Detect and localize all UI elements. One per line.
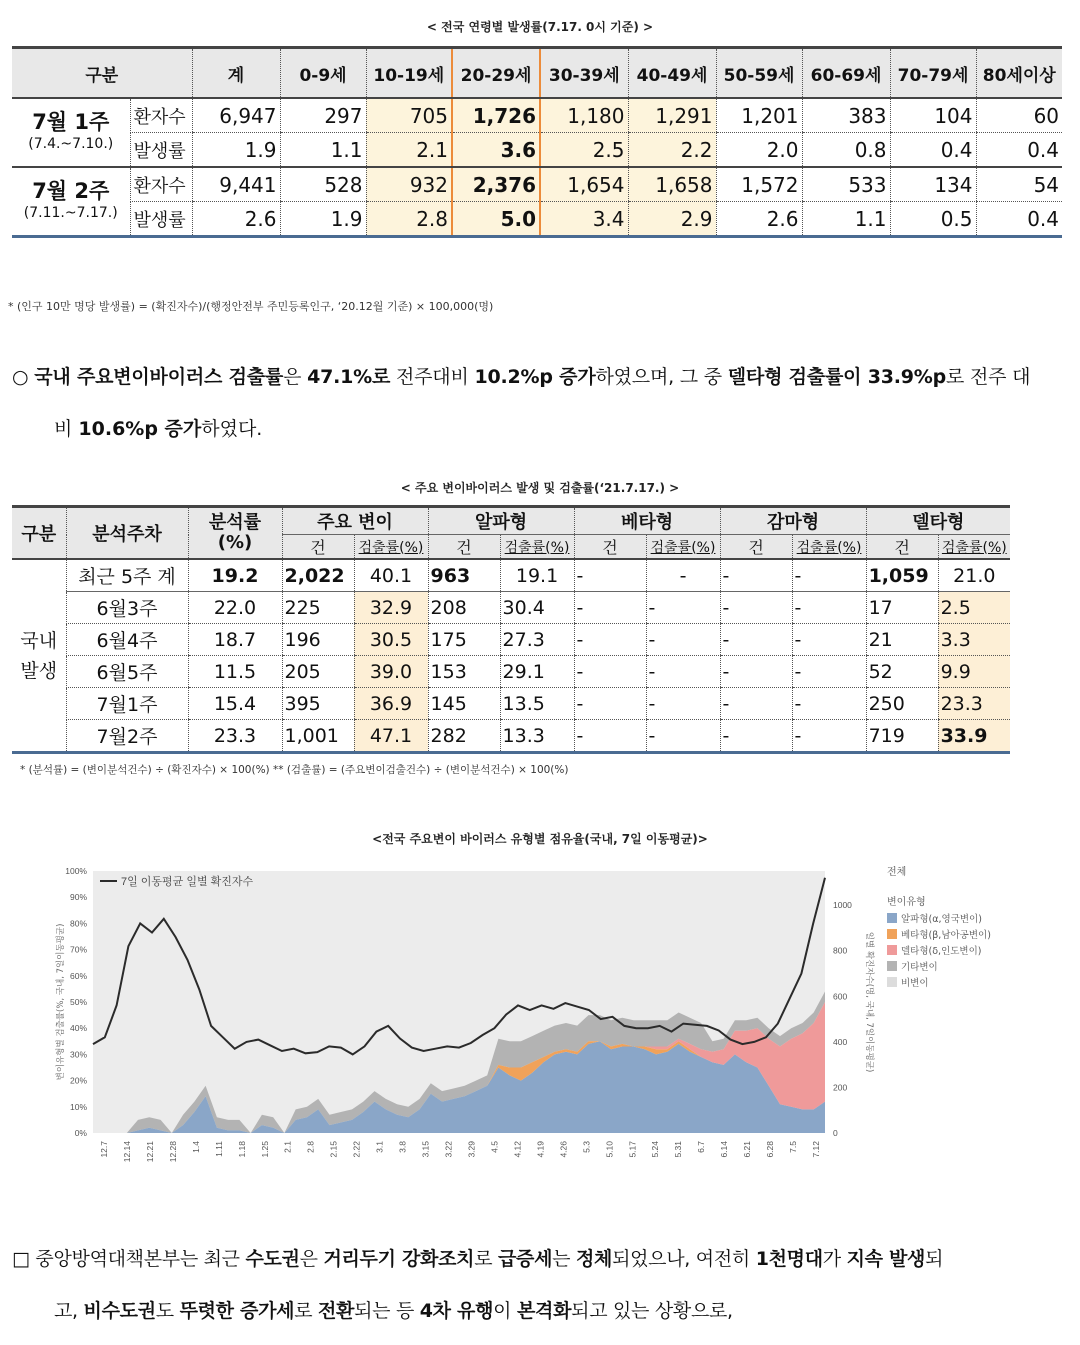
cell: 208 <box>428 592 500 624</box>
cell: 19.1 <box>500 559 574 592</box>
para-text: 47.1%로 <box>307 366 391 388</box>
cell: 2.5 <box>540 133 628 168</box>
y-left-tick: 80% <box>69 918 87 929</box>
cell: 2.9 <box>628 202 716 237</box>
cell: - <box>792 624 866 656</box>
cell: 36.9 <box>354 688 428 720</box>
legend-label: 델타형(δ,인도변이) <box>901 946 982 957</box>
x-tick: 1.4 <box>190 1141 201 1153</box>
variant-share-chart <box>55 855 1035 1175</box>
cell: 30.5 <box>354 624 428 656</box>
y-right-tick: 400 <box>833 1036 848 1047</box>
cell: 17 <box>866 592 938 624</box>
legend-label: 알파형(α,영국변이) <box>901 914 982 925</box>
cell: 40.1 <box>354 559 428 592</box>
week-cell: 6월3주 <box>66 592 188 624</box>
x-tick: 3.15 <box>420 1141 431 1158</box>
cell: 104 <box>890 98 976 133</box>
cell: 1,572 <box>716 167 802 202</box>
table-row <box>12 656 1010 688</box>
y-right-tick: 600 <box>833 991 848 1002</box>
cell: 33.9 <box>938 720 1010 753</box>
analysis-rate-cell: 15.4 <box>188 688 282 720</box>
cell-highlight: 5.0 <box>452 202 540 237</box>
x-tick: 12.14 <box>121 1141 132 1163</box>
y-left-tick: 90% <box>69 892 87 903</box>
cell: 2.5 <box>938 592 1010 624</box>
week-cell: 6월4주 <box>66 624 188 656</box>
header-group-beta: 베타형 <box>574 507 720 535</box>
header-detect-rate: 검출률(%) <box>646 535 720 560</box>
cell: 2.8 <box>366 202 452 237</box>
para-text: 도 <box>155 1300 180 1322</box>
cell: 528 <box>280 167 366 202</box>
cell: 3.4 <box>540 202 628 237</box>
para-text: 은 <box>283 366 308 388</box>
row-label: 발생률 <box>130 202 192 237</box>
cell: 52 <box>866 656 938 688</box>
table2-caption: < 주요 변이바이러스 발생 및 검출률(‘21.7.17.) > <box>400 481 680 495</box>
cell: 0.4 <box>890 133 976 168</box>
cell: - <box>720 688 792 720</box>
header-group-alpha: 알파형 <box>428 507 574 535</box>
cell: 2.6 <box>716 202 802 237</box>
cell: 395 <box>282 688 354 720</box>
x-tick: 6.7 <box>696 1141 707 1153</box>
header-count: 건 <box>428 535 500 560</box>
cell: 13.3 <box>500 720 574 753</box>
x-tick: 3.22 <box>443 1141 454 1158</box>
x-tick: 12.28 <box>167 1141 178 1163</box>
cell: 6,947 <box>192 98 280 133</box>
y-right-tick: 0 <box>833 1128 838 1138</box>
cell: 32.9 <box>354 592 428 624</box>
cell: 1,291 <box>628 98 716 133</box>
legend-label: 비변이 <box>901 978 929 989</box>
para-text: 정체 <box>575 1248 613 1270</box>
cell: 175 <box>428 624 500 656</box>
week-range: (7.4.~7.10.) <box>28 135 114 152</box>
cell: 2.1 <box>366 133 452 168</box>
para-text: 4차 유행 <box>419 1300 494 1322</box>
cell: - <box>646 592 720 624</box>
para-text: 국내 주요변이바이러스 검출률 <box>34 366 284 388</box>
header-total: 계 <box>192 48 280 99</box>
header-gubun: 구분 <box>12 48 192 99</box>
week-range: (7.11.~7.17.) <box>23 204 118 221</box>
para-text: 수도권 <box>245 1248 300 1270</box>
para-text: 하였으며, 그 중 <box>595 366 728 388</box>
cell: 0.8 <box>802 133 890 168</box>
cell: 21 <box>866 624 938 656</box>
cell: 533 <box>802 167 890 202</box>
x-tick: 7.5 <box>788 1141 799 1153</box>
y-left-title: 변이유형별 검출률(%, 국내, 7일이동평균) <box>56 923 66 1081</box>
cell: 3.3 <box>938 624 1010 656</box>
x-tick: 5.10 <box>604 1141 615 1158</box>
header-age-highlight: 20-29세 <box>452 48 540 99</box>
bullet-circle: ○ <box>12 366 35 388</box>
cell: - <box>720 624 792 656</box>
x-tick: 1.11 <box>213 1141 224 1157</box>
week-label <box>12 98 130 167</box>
para-text: 로 <box>474 1248 498 1270</box>
header-detect-rate: 검출률(%) <box>354 535 428 560</box>
y-left-tick: 40% <box>69 1023 87 1034</box>
cell: - <box>574 720 646 753</box>
cell: - <box>574 592 646 624</box>
legend-label: 베타형(β,남아공변이) <box>901 930 991 941</box>
x-tick: 6.28 <box>765 1141 776 1158</box>
variant-detection-table <box>12 505 1010 754</box>
header-age: 30-39세 <box>540 48 628 99</box>
week-cell: 최근 5주 계 <box>66 559 188 592</box>
cell: 54 <box>976 167 1062 202</box>
region-line: 발생 <box>20 659 58 682</box>
x-tick: 4.12 <box>512 1141 523 1158</box>
para-text: 되는 등 <box>354 1300 420 1322</box>
cell: 23.3 <box>938 688 1010 720</box>
cell: - <box>792 688 866 720</box>
week-name: 7월 1주 <box>32 109 110 134</box>
para-text: 은 <box>299 1248 324 1270</box>
cell: 0.4 <box>976 202 1062 237</box>
legend-swatch <box>887 945 897 955</box>
row-label: 발생률 <box>130 133 192 168</box>
header-age: 10-19세 <box>366 48 452 99</box>
x-tick: 3.29 <box>466 1141 477 1158</box>
x-tick: 3.8 <box>397 1141 408 1153</box>
cell: 145 <box>428 688 500 720</box>
para-text: 가 <box>822 1248 847 1270</box>
para-text: 본격화 <box>516 1300 572 1322</box>
header-rate-unit: (%) <box>217 532 253 553</box>
panel-label: 전체 <box>887 867 907 878</box>
para-text: 지속 발생 <box>846 1248 926 1270</box>
cell: 1,001 <box>282 720 354 753</box>
x-tick: 5.24 <box>650 1141 661 1158</box>
x-tick: 6.14 <box>719 1141 730 1158</box>
para-text: 로 <box>294 1300 318 1322</box>
cell: 719 <box>866 720 938 753</box>
cell: 21.0 <box>938 559 1010 592</box>
cell: 30.4 <box>500 592 574 624</box>
header-group-major: 주요 변이 <box>282 507 428 535</box>
cell: 1,658 <box>628 167 716 202</box>
para-text: 되 <box>925 1248 944 1270</box>
legend-line-label: 7일 이동평균 일별 확진자수 <box>121 876 254 888</box>
y-left-tick: 0% <box>74 1128 87 1138</box>
cell: 2.2 <box>628 133 716 168</box>
paragraph-variant-summary <box>12 364 1062 442</box>
x-tick: 6.21 <box>742 1141 753 1158</box>
cell-highlight: 3.6 <box>452 133 540 168</box>
cell: - <box>792 559 866 592</box>
cell: 47.1 <box>354 720 428 753</box>
cell: 297 <box>280 98 366 133</box>
cell: - <box>720 559 792 592</box>
x-tick: 12.7 <box>99 1141 109 1158</box>
week-cell: 6월5주 <box>66 656 188 688</box>
table-row <box>12 592 1010 624</box>
header-count: 건 <box>282 535 354 560</box>
cell: 2.0 <box>716 133 802 168</box>
cell: 282 <box>428 720 500 753</box>
cell-highlight: 1,726 <box>452 98 540 133</box>
week-cell: 7월1주 <box>66 688 188 720</box>
table1-footnote: * (인구 10만 명당 발생률) = (확진자수)/(행정안전부 주민등록인구, ‘20.12월 기준) × 100,000(명) <box>8 300 494 313</box>
cell: - <box>574 688 646 720</box>
region-label <box>12 559 66 753</box>
cell: 205 <box>282 656 354 688</box>
cell: 1,201 <box>716 98 802 133</box>
analysis-rate-cell: 19.2 <box>188 559 282 592</box>
para-text: 10.6%p 증가 <box>78 418 202 440</box>
para-text: 중앙방역대책본부는 최근 <box>35 1248 246 1270</box>
header-analysis-rate <box>188 507 282 560</box>
cell: 1,180 <box>540 98 628 133</box>
chart-title: <전국 주요변이 바이러스 유형별 점유율(국내, 7일 이동평균)> <box>372 832 708 846</box>
header-age: 70-79세 <box>890 48 976 99</box>
para-text: 델타형 검출률이 33.9%p <box>727 366 947 388</box>
para-text: 하였다. <box>201 418 263 440</box>
para-text: 1천명대 <box>755 1248 823 1270</box>
cell: - <box>646 720 720 753</box>
header-detect-rate: 검출률(%) <box>938 535 1010 560</box>
y-right-title: 일별 확진자수(명, 국내, 7일이동평균) <box>864 931 874 1073</box>
cell: 250 <box>866 688 938 720</box>
x-tick: 2.15 <box>328 1141 339 1158</box>
cell: - <box>720 720 792 753</box>
header-count: 건 <box>720 535 792 560</box>
y-left-tick: 20% <box>69 1075 87 1086</box>
x-tick: 2.1 <box>282 1141 293 1153</box>
para-text: 거리두기 강화조치 <box>323 1248 475 1270</box>
cell: 60 <box>976 98 1062 133</box>
cell: 2,022 <box>282 559 354 592</box>
legend-swatch <box>887 961 897 971</box>
header-age: 60-69세 <box>802 48 890 99</box>
x-tick: 5.31 <box>673 1141 684 1158</box>
header-count: 건 <box>574 535 646 560</box>
week-label <box>12 167 130 237</box>
region-line: 국내 <box>20 629 58 652</box>
y-right-tick: 200 <box>833 1082 848 1093</box>
para-text: 뚜렷한 증가세 <box>179 1300 295 1322</box>
table-row <box>12 720 1010 753</box>
x-tick: 1.25 <box>259 1141 270 1158</box>
cell: 0.5 <box>890 202 976 237</box>
header-detect-rate: 검출률(%) <box>792 535 866 560</box>
cell: - <box>574 624 646 656</box>
x-tick: 5.3 <box>581 1141 592 1153</box>
y-right-tick: 1000 <box>833 900 852 911</box>
cell: 225 <box>282 592 354 624</box>
x-tick: 5.17 <box>627 1141 638 1158</box>
analysis-rate-cell: 23.3 <box>188 720 282 753</box>
para-text: 로 전주 대 <box>946 366 1031 388</box>
cell: - <box>574 559 646 592</box>
cell: - <box>792 720 866 753</box>
cell: - <box>792 592 866 624</box>
table1-caption: < 전국 연령별 발생률(7.17. 0시 기준) > <box>426 20 654 34</box>
cell: - <box>574 656 646 688</box>
cell: 153 <box>428 656 500 688</box>
y-left-tick: 60% <box>69 970 87 981</box>
para-text: 되었으나, 여전히 <box>612 1248 756 1270</box>
cell: 1,059 <box>866 559 938 592</box>
cell: 134 <box>890 167 976 202</box>
y-right-tick: 800 <box>833 945 848 956</box>
cell: 9.9 <box>938 656 1010 688</box>
legend-swatch <box>887 929 897 939</box>
cell: 196 <box>282 624 354 656</box>
week-cell: 7월2주 <box>66 720 188 753</box>
cell: - <box>646 624 720 656</box>
para-text: 10.2%p 증가 <box>474 366 596 388</box>
cell: 0.4 <box>976 133 1062 168</box>
legend-title: 변이유형 <box>887 897 926 908</box>
x-tick: 12.21 <box>144 1141 155 1163</box>
para-text: 비수도권 <box>83 1300 156 1322</box>
cell: 1,654 <box>540 167 628 202</box>
cell: - <box>646 688 720 720</box>
bullet-square: □ <box>12 1248 36 1270</box>
table-row <box>12 624 1010 656</box>
table2-footnote: * (분석률) = (변이분석건수) ÷ (확진자수) × 100(%) ** (검출률) = (주요변이검출건수) ÷ (변이분석건수) × 100(%) <box>20 764 569 776</box>
para-text: 전환 <box>318 1300 355 1322</box>
header-group-gamma: 감마형 <box>720 507 866 535</box>
analysis-rate-cell: 18.7 <box>188 624 282 656</box>
para-text: 전주대비 <box>390 366 475 388</box>
x-tick: 2.8 <box>305 1141 316 1153</box>
y-left-tick: 10% <box>69 1101 87 1112</box>
cell: - <box>792 656 866 688</box>
header-count: 건 <box>866 535 938 560</box>
header-age: 0-9세 <box>280 48 366 99</box>
row-label: 환자수 <box>130 167 192 202</box>
cell: 13.5 <box>500 688 574 720</box>
x-tick: 4.5 <box>489 1141 500 1153</box>
para-text: 이 <box>493 1300 517 1322</box>
y-left-tick: 30% <box>69 1049 87 1060</box>
y-left-tick: 50% <box>69 997 87 1007</box>
table-row <box>12 688 1010 720</box>
row-label: 환자수 <box>130 98 192 133</box>
para-text: 급증세 <box>498 1248 553 1270</box>
cell: 705 <box>366 98 452 133</box>
week-name: 7월 2주 <box>32 178 110 203</box>
para-text: 는 <box>552 1248 576 1270</box>
cell: 963 <box>428 559 500 592</box>
cell: 2.6 <box>192 202 280 237</box>
x-tick: 1.18 <box>236 1141 247 1158</box>
x-tick: 4.26 <box>558 1141 569 1158</box>
cell: - <box>646 656 720 688</box>
analysis-rate-cell: 22.0 <box>188 592 282 624</box>
y-left-tick: 70% <box>69 944 87 955</box>
y-left-tick: 100% <box>65 866 87 876</box>
header-group-delta: 델타형 <box>866 507 1010 535</box>
cell: 1.9 <box>280 202 366 237</box>
cell: - <box>646 559 720 592</box>
header-detect-rate: 검출률(%) <box>500 535 574 560</box>
header-age: 80세이상 <box>976 48 1062 99</box>
cell: 39.0 <box>354 656 428 688</box>
table-row <box>12 559 1010 592</box>
analysis-rate-cell: 11.5 <box>188 656 282 688</box>
paragraph-outlook <box>12 1246 1062 1324</box>
cell: 27.3 <box>500 624 574 656</box>
header-age: 40-49세 <box>628 48 716 99</box>
header-age: 50-59세 <box>716 48 802 99</box>
cell: - <box>720 656 792 688</box>
cell-highlight: 2,376 <box>452 167 540 202</box>
para-text: 비 <box>54 418 79 440</box>
cell: 1.1 <box>280 133 366 168</box>
legend-swatch <box>887 977 897 987</box>
cell: 383 <box>802 98 890 133</box>
x-tick: 7.12 <box>811 1141 821 1158</box>
cell: 9,441 <box>192 167 280 202</box>
header-gubun: 구분 <box>12 507 66 560</box>
age-incidence-table <box>12 46 1062 238</box>
cell: 29.1 <box>500 656 574 688</box>
para-text: 되고 있는 상황으로, <box>571 1300 733 1322</box>
x-tick: 2.22 <box>351 1141 362 1158</box>
cell: 1.9 <box>192 133 280 168</box>
legend-swatch <box>887 913 897 923</box>
cell: 1.1 <box>802 202 890 237</box>
x-tick: 3.1 <box>374 1141 385 1153</box>
cell: - <box>720 592 792 624</box>
header-rate-label: 분석률 <box>208 512 262 533</box>
cell: 932 <box>366 167 452 202</box>
header-week: 분석주차 <box>66 507 188 560</box>
para-text: 고, <box>54 1300 84 1322</box>
legend-label: 기타변이 <box>901 962 938 973</box>
x-tick: 4.19 <box>535 1141 546 1158</box>
